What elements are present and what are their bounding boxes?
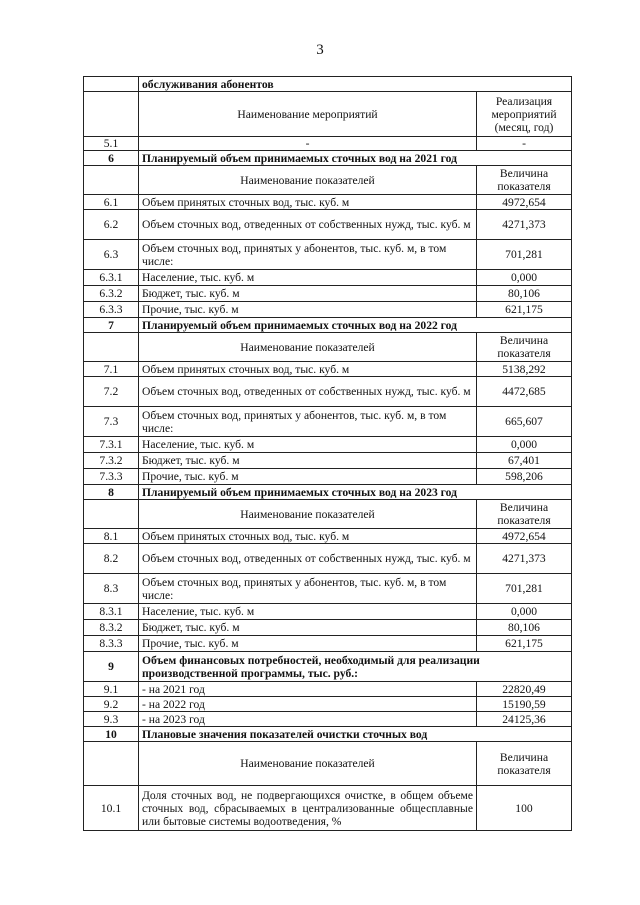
row-name: Прочие, тыс. куб. м [139, 636, 477, 652]
row-value: 0,000 [477, 437, 572, 453]
cell-empty [84, 500, 139, 529]
row-name: Объем сточных вод, принятых у абонентов, тыс. куб. м, в том числе: [139, 407, 477, 437]
row-value: 4972,654 [477, 529, 572, 544]
row-number: 6.3 [84, 240, 139, 270]
row-name: Объем принятых сточных вод, тыс. куб. м [139, 195, 477, 210]
row-name: Объем принятых сточных вод, тыс. куб. м [139, 362, 477, 377]
section-number: 8 [84, 485, 139, 500]
row-value: 24125,36 [477, 712, 572, 727]
row-value: 15190,59 [477, 697, 572, 712]
row-name: Население, тыс. куб. м [139, 437, 477, 453]
row-name: - на 2023 год [139, 712, 477, 727]
row-value: 0,000 [477, 270, 572, 286]
row-number: 8.1 [84, 529, 139, 544]
row-value: 665,607 [477, 407, 572, 437]
row-number: 8.3.3 [84, 636, 139, 652]
row-name: Население, тыс. куб. м [139, 604, 477, 620]
row-value: 621,175 [477, 302, 572, 318]
header-measures: Наименование мероприятий [139, 92, 477, 137]
row-value: 4972,654 [477, 195, 572, 210]
row-number: 9.1 [84, 682, 139, 697]
row-name: - на 2022 год [139, 697, 477, 712]
row-value: 4271,373 [477, 210, 572, 240]
row-number: 7.3.3 [84, 469, 139, 485]
row-value: 5138,292 [477, 362, 572, 377]
row-number: 9.3 [84, 712, 139, 727]
cell-empty [84, 92, 139, 137]
row-value: 598,206 [477, 469, 572, 485]
row-value: 80,106 [477, 286, 572, 302]
row-value: 0,000 [477, 604, 572, 620]
row-number: 6.1 [84, 195, 139, 210]
section-number: 10 [84, 727, 139, 742]
row-number: 8.3.2 [84, 620, 139, 636]
header-value: Величина показателя [477, 742, 572, 786]
header-indicators: Наименование показателей [139, 742, 477, 786]
production-program-table [83, 76, 572, 831]
row-value: 4472,685 [477, 377, 572, 407]
page-number: 3 [316, 42, 324, 58]
header-indicators: Наименование показателей [139, 500, 477, 529]
section-title: Планируемый объем принимаемых сточных вод на 2021 год [139, 151, 572, 166]
row-number: 7.1 [84, 362, 139, 377]
section-number: 9 [84, 652, 139, 682]
row-name: Население, тыс. куб. м [139, 270, 477, 286]
row-value: 100 [477, 786, 572, 831]
row-name: Доля сточных вод, не подвергающихся очистке, в общем объеме сточных вод, сбрасываемых в централизованные общесплавные или бытовые системы водоотведения, % [139, 786, 477, 831]
row-number: 6.2 [84, 210, 139, 240]
section-title: Объем финансовых потребностей, необходимый для реализации производственной программы, тыс. руб.: [139, 652, 572, 682]
cell-empty [84, 166, 139, 195]
row-name: Бюджет, тыс. куб. м [139, 453, 477, 469]
section-number: 7 [84, 318, 139, 333]
row-number: 7.3 [84, 407, 139, 437]
header-indicators: Наименование показателей [139, 166, 477, 195]
row-value: - [477, 137, 572, 151]
row-name: - [139, 137, 477, 151]
row-name: Бюджет, тыс. куб. м [139, 286, 477, 302]
row-number: 8.2 [84, 544, 139, 574]
row-value: 22820,49 [477, 682, 572, 697]
row-value: 701,281 [477, 240, 572, 270]
section-title: Планируемый объем принимаемых сточных вод на 2022 год [139, 318, 572, 333]
row-number: 8.3.1 [84, 604, 139, 620]
row-name: Объем принятых сточных вод, тыс. куб. м [139, 529, 477, 544]
row-value: 80,106 [477, 620, 572, 636]
row-number: 9.2 [84, 697, 139, 712]
row-number: 6.3.1 [84, 270, 139, 286]
row-name: Объем сточных вод, отведенных от собственных нужд, тыс. куб. м [139, 210, 477, 240]
row-name: - на 2021 год [139, 682, 477, 697]
row-name: Объем сточных вод, отведенных от собственных нужд, тыс. куб. м [139, 377, 477, 407]
cell-empty [84, 77, 139, 92]
row-value: 4271,373 [477, 544, 572, 574]
row-name: Бюджет, тыс. куб. м [139, 620, 477, 636]
cell-empty [84, 333, 139, 362]
header-value: Величина показателя [477, 166, 572, 195]
row-name: Объем сточных вод, принятых у абонентов, тыс. куб. м, в том числе: [139, 574, 477, 604]
section-title: Планируемый объем принимаемых сточных вод на 2023 год [139, 485, 572, 500]
row-name: Прочие, тыс. куб. м [139, 469, 477, 485]
header-indicators: Наименование показателей [139, 333, 477, 362]
section-title: Плановые значения показателей очистки сточных вод [139, 727, 572, 742]
row-value: 701,281 [477, 574, 572, 604]
row-number: 8.3 [84, 574, 139, 604]
header-value: Величина показателя [477, 500, 572, 529]
header-implementation: Реализация мероприятий (месяц, год) [477, 92, 572, 137]
row-number: 6.3.2 [84, 286, 139, 302]
row-number: 7.3.1 [84, 437, 139, 453]
row-number: 10.1 [84, 786, 139, 831]
row-number: 6.3.3 [84, 302, 139, 318]
row-value: 67,401 [477, 453, 572, 469]
row-value: 621,175 [477, 636, 572, 652]
row-number: 7.2 [84, 377, 139, 407]
row-name: Объем сточных вод, принятых у абонентов, тыс. куб. м, в том числе: [139, 240, 477, 270]
row-name: Объем сточных вод, отведенных от собственных нужд, тыс. куб. м [139, 544, 477, 574]
row-name: Прочие, тыс. куб. м [139, 302, 477, 318]
section-number: 6 [84, 151, 139, 166]
section-title-continued: обслуживания абонентов [139, 77, 572, 92]
row-number: 5.1 [84, 137, 139, 151]
header-value: Величина показателя [477, 333, 572, 362]
cell-empty [84, 742, 139, 786]
row-number: 7.3.2 [84, 453, 139, 469]
